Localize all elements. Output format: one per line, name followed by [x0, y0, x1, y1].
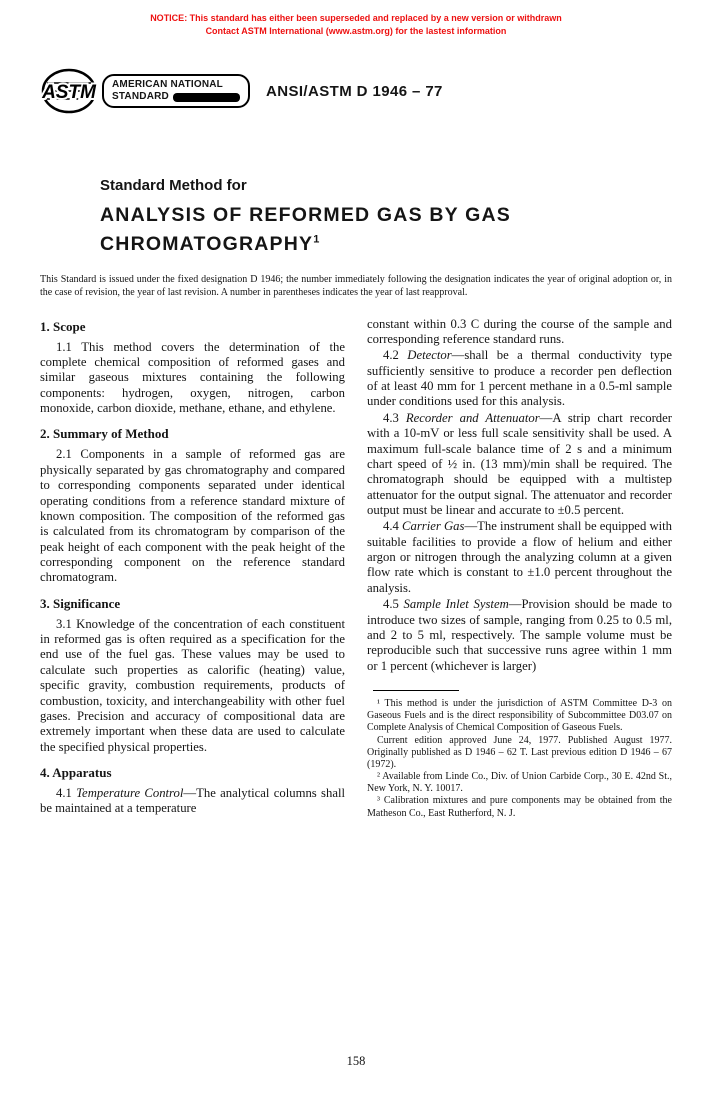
paragraph-4-4	[367, 519, 672, 596]
paragraph-4-4-text: —The instrument shall be equipped with suitable facilities to provide a flow of helium and either argon or nitrogen through the analyzing column at a given flow rate which is constant to ±1.0 percent throughout the analysis.	[367, 519, 673, 595]
footnote-1: ¹ This method is under the jurisdiction of ASTM Committee D-3 on Gaseous Fuels and is the direct responsibility of Subcommittee D03.07 on Complete Analysis of Chemical Composition of Gaseous Fuels.	[367, 697, 672, 734]
footnotes	[367, 690, 672, 820]
notice-line-2: Contact ASTM International (www.astm.org) for the lastest information	[205, 25, 507, 36]
paragraph-4-1-number: 4.1	[56, 785, 77, 800]
footnote-2: ² Available from Linde Co., Div. of Union Carbide Corp., 30 E. 42nd St., New York, N. Y. 10017.	[367, 771, 672, 795]
title-block	[100, 177, 672, 260]
paragraph-4-2	[367, 348, 672, 409]
paragraph-4-5-text: —Provision should be made to introduce two sizes of sample, ranging from 0.25 to 0.5 ml, and 2 to 5 ml, respectively. The sample volume must be reproducible such that successive runs agree within 1 mm or 1 percent (whichever is larger)	[367, 597, 672, 673]
notice-line-1: NOTICE: This standard has either been superseded and replaced by a new version or withdrawn	[150, 13, 562, 23]
footnote-3: ³ Calibration mixtures and pure components may be obtained from the Matheson Co., East Rutherford, N. J.	[367, 795, 672, 819]
section-heading-summary: 2. Summary of Method	[40, 426, 169, 442]
badge-line-2: STANDARD	[112, 91, 169, 103]
paragraph-4-3	[367, 411, 672, 519]
paragraph-4-1-text: —The analytical columns shall be maintained at a temperature	[40, 785, 346, 816]
astm-logo-text: ASTM	[42, 82, 96, 104]
paragraph-4-2-number: 4.2	[383, 348, 408, 363]
document-header	[40, 67, 672, 115]
section-heading-significance: 3. Significance	[40, 595, 121, 611]
standard-designation: ANSI/ASTM D 1946 – 77	[266, 82, 443, 100]
paragraph-4-2-text: —shall be a thermal conductivity type sufficiently sensitive to produce a recorder pen deflection of at least 40 mm for 1 percent methane in a 0.5-ml sample under conditions used for this analysis.	[367, 348, 673, 409]
page-title	[100, 201, 672, 260]
supersession-notice	[40, 12, 672, 37]
paragraph-2-1: 2.1 Components in a sample of reformed gas are physically separated by gas chromatography and compared to corresponding components separated under identical operating conditions from a reference standard mixture of known composition. The composition of the reformed gas is calculated from its chromatogram by comparison of the peak height of each component with the peak height of the corresponding component on the reference standard chromatogram.	[40, 447, 345, 585]
paragraph-4-1	[40, 786, 345, 817]
paragraph-3-1: 3.1 Knowledge of the concentration of each constituent in reformed gas is often required as a specification for the end use of the fuel gas. These values may be used to calculate such properties as calorific (heating) value, specific gravity, combustion requirements, products of combustion, toxicity, and interchangeability with other fuel gases. Precision and accuracy of compositional data are extremely important when these data are used to calculate the specified physical properties.	[40, 616, 345, 754]
title-kicker: Standard Method for	[100, 177, 247, 195]
section-heading-apparatus: 4. Apparatus	[40, 764, 112, 780]
astm-logo-graphic	[40, 67, 98, 115]
section-heading-scope: 1. Scope	[40, 318, 86, 334]
paragraph-4-3-number: 4.3	[383, 410, 406, 425]
paragraph-4-4-term: Carrier Gas	[402, 519, 465, 534]
paragraph-4-3-text: —A strip chart recorder with a 10-mV or less full scale sensitivity shall be used. A maximum full-scale balance time of 2 s and a minimum chart speed of ½ in. (13 mm)/min shall be required. The chromatograph should be equipped with a multistep attenuator for the output signal. The attenuator and recorder output must be linear and accurate to ±0.5 percent.	[367, 410, 672, 517]
footnote-rule	[373, 690, 459, 691]
paragraph-4-1-continuation: constant within 0.3 C during the course of the sample and corresponding reference standard runs.	[367, 316, 672, 347]
left-column	[40, 317, 345, 820]
paragraph-4-5	[367, 597, 672, 674]
right-column	[367, 317, 672, 820]
body-columns	[40, 317, 672, 820]
footnote-edition-history: Current edition approved June 24, 1977. Published August 1977. Originally published as D 1946 – 62 T. Last previous edition D 1946 – 67 (1972).	[367, 734, 672, 770]
badge-line-1: AMERICAN NATIONAL	[112, 79, 223, 91]
issuance-note: This Standard is issued under the fixed designation D 1946; the number immediately following the designation indicates the year of original adoption or, in the case of revision, the year of last revision. A number in parentheses indicates the year of last reapproval.	[40, 273, 672, 298]
title-footnote-marker: 1	[313, 233, 321, 246]
paragraph-4-1-term: Temperature Control	[76, 785, 184, 800]
paragraph-1-1: 1.1 This method covers the determination of the complete chemical composition of reformed gases and similar gaseous mixtures containing the following components: hydrogen, oxygen, nitrogen, carbon monoxide, carbon dioxide, methane, ethane, and ethylene.	[40, 339, 345, 416]
ansi-badge	[102, 74, 250, 108]
page-number: 158	[346, 1054, 366, 1068]
title-line-1: ANALYSIS OF REFORMED GAS BY GAS	[100, 204, 512, 227]
paragraph-4-2-term: Detector	[407, 348, 452, 363]
badge-decorative-bar	[173, 93, 240, 102]
title-line-2: CHROMATOGRAPHY	[100, 233, 314, 256]
astm-logo	[40, 67, 98, 115]
paragraph-4-5-term: Sample Inlet System	[403, 597, 509, 612]
paragraph-4-4-number: 4.4	[383, 519, 403, 534]
paragraph-4-5-number: 4.5	[383, 597, 404, 612]
paragraph-4-3-term: Recorder and Attenuator	[405, 410, 540, 425]
